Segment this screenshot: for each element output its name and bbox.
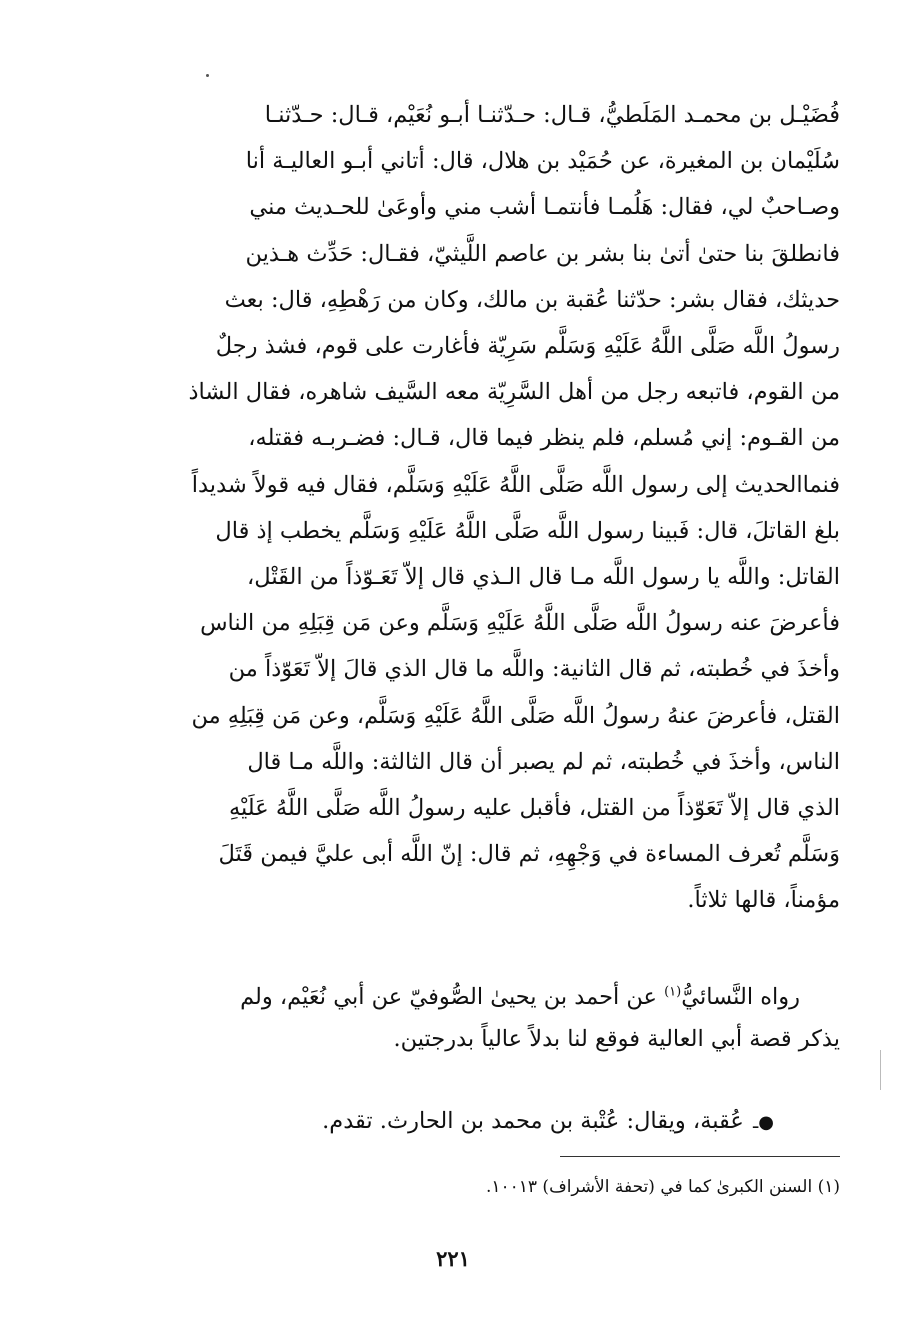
text-line-13: وأخذَ في خُطبته، ثم قال الثانية: واللَّه ما قال الذي قالَ إلاّ تَعَوّذاً من <box>228 656 840 683</box>
narration-line-2: يذكر قصة أبي العالية فوقع لنا بدلاً عالياً بدرجتين. <box>393 1026 840 1052</box>
narrator-entry <box>128 1100 774 1144</box>
footnote-divider <box>560 1156 840 1157</box>
narration-lead: رواه النَّسائيُّ <box>681 984 800 1010</box>
text-line-1: فُضَيْـل بن محمـد المَلَطيُّ، قـال: حـدّثنـا أبـو نُعَيْم، قـال: حـدّثنـا <box>264 102 840 128</box>
text-line-8: من القـوم: إني مُسلم، فلم ينظر فيما قال، قـال: فضـربـه فقتله، <box>248 425 840 452</box>
hadith-main-paragraph <box>128 92 840 924</box>
footnote-reference: (١) <box>664 984 682 1000</box>
narration-continuation: عن أحمد بن يحيىٰ الصُّوفيّ عن أبي نُعَيْم، ولم <box>240 984 665 1010</box>
text-line-14: القتل، فأعرضَ عنهُ رسولُ اللَّه صَلَّى اللَّهُ عَلَيْهِ وَسَلَّم، وعن مَن قِبَلِهِ من <box>191 702 840 729</box>
text-line-16: الذي قال إلاّ تَعَوّذاً من القتل، فأقبل عليه رسولُ اللَّه صَلَّى اللَّهُ عَلَيْهِ <box>228 795 840 822</box>
bullet-icon: ●ـ <box>753 1112 774 1133</box>
text-line-15: الناس، وأخذَ في خُطبته، ثم لم يصبر أن قال الثالثة: واللَّه مـا قال <box>247 748 840 775</box>
text-line-11: القاتل: واللَّه يا رسول اللَّه مـا قال الـذي قال إلاّ تَعَـوّذاً من القَتْل، <box>247 564 840 591</box>
narrator-entry-text: عُقبة، ويقال: عُتْبة بن محمد بن الحارث. تقدم. <box>322 1108 752 1134</box>
text-line-17: وَسَلَّم تُعرف المساءة في وَجْهِهِ، ثم قال: إنّ اللَّه أبى عليَّ فيمن قَتَلَ <box>218 841 840 868</box>
text-line-6: رسولُ اللَّه صَلَّى اللَّهُ عَلَيْهِ وَسَلَّم سَرِيّة فأغارت على قوم، فشذ رجلٌ <box>215 333 840 360</box>
text-line-12: فأعرضَ عنه رسولُ اللَّه صَلَّى اللَّهُ عَلَيْهِ وَسَلَّم وعن مَن قِبَلِهِ من الناس <box>200 610 840 637</box>
scan-edge-mark <box>880 1050 881 1090</box>
text-line-18: مؤمناً، قالها ثلاثاً. <box>687 887 840 914</box>
narration-line-1 <box>128 976 840 1018</box>
text-line-7: من القوم، فاتبعه رجل من أهل السَّرِيّة معه السَّيف شاهره، فقال الشاذ <box>188 379 840 406</box>
text-line-10: بلغ القاتلَ، قال: فَبينا رسول اللَّه صَلَّى اللَّهُ عَلَيْهِ وَسَلَّم يخطب إذ قال <box>215 517 840 544</box>
text-line-4: فانطلقَ بنا حتىٰ أتىٰ بنا بشر بن عاصم اللَّيثيّ، فقـال: حَدِّث هـذين <box>245 240 840 267</box>
footnote: (١) السنن الكبرىٰ كما في (تحفة الأشراف) ١٠٠١٣. <box>485 1177 840 1197</box>
page-number: ٢٢١ <box>436 1246 470 1271</box>
narration-paragraph <box>128 976 840 1060</box>
text-line-9: فنماالحديث إلى رسول اللَّه صَلَّى اللَّهُ عَلَيْهِ وَسَلَّم، فقال فيه قولاً شديداً <box>191 471 840 498</box>
text-line-5: حديثك، فقال بشر: حدّثنا عُقبة بن مالك، وكان من رَهْطِهِ، قال: بعث <box>224 286 840 313</box>
text-line-2: سُلَيْمان بن المغيرة، عن حُمَيْد بن هلال، قال: أتاني أبـو العاليـة أنا <box>245 148 840 175</box>
text-line-3: وصـاحبٌ لي، فقال: هَلُمـا فأنتمـا أشب مني وأوعَىٰ للحـديث مني <box>249 194 840 221</box>
ink-speck <box>206 74 209 77</box>
